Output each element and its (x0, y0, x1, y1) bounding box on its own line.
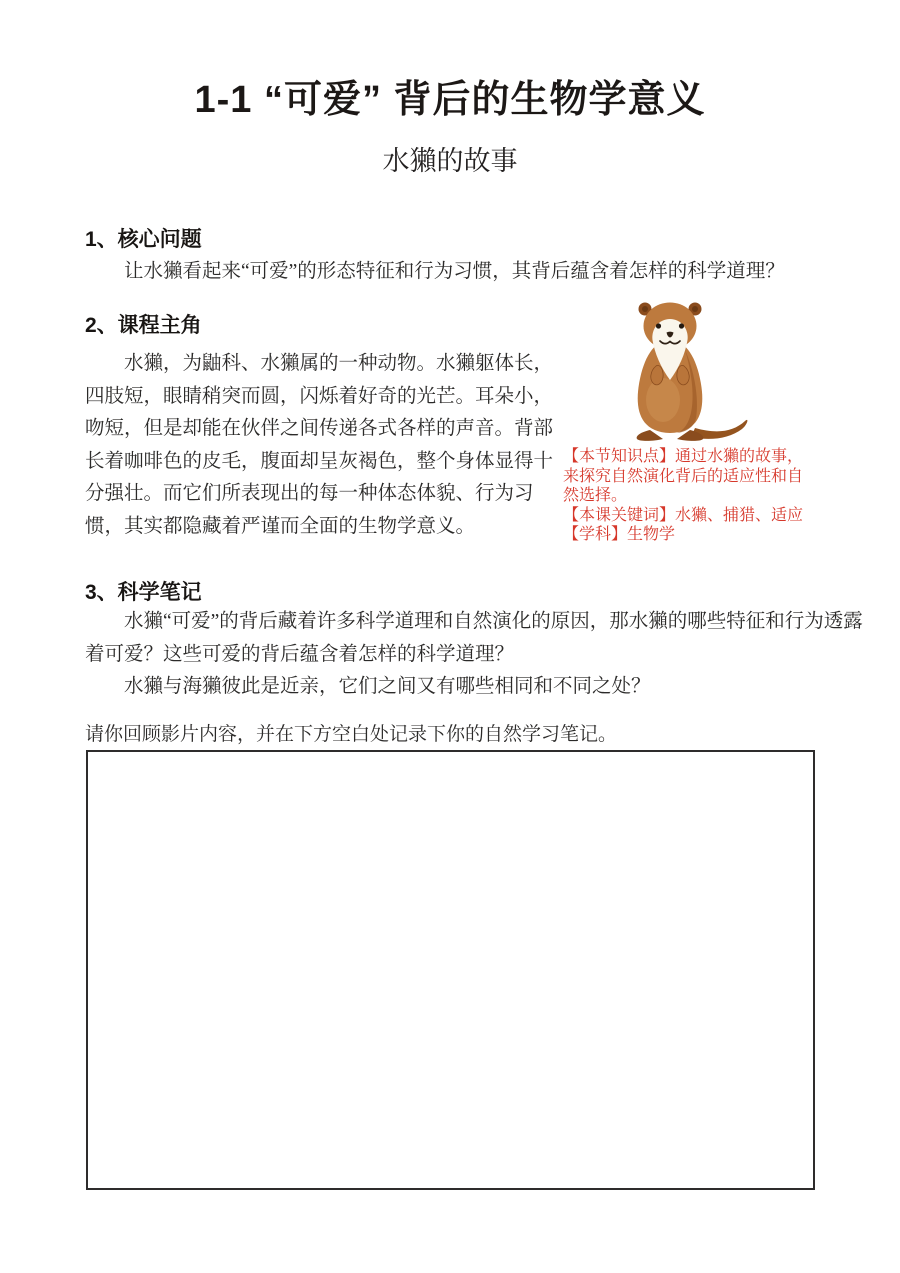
page-subtitle: 水獺的故事 (382, 146, 518, 176)
callout-keywords: 【本课关键词】水獺、捕猎、适应 (563, 506, 804, 524)
section-science-notes-body-1: 水獺“可爱”的背后藏着许多科学道理和自然演化的原因，那水獺的哪些特征和行为透露着可爱？这些可爱的背后蕴含着怎样的科学道理？ (85, 611, 863, 665)
section-core-question (85, 227, 837, 289)
knowledge-callout (563, 447, 815, 545)
right-sidebar (563, 300, 821, 545)
page-title: 1-1 “可爱” 背后的生物学意义 (194, 79, 706, 121)
callout-subject: 【学科】生物学 (563, 526, 676, 543)
section-core-question-body: 让水獺看起来“可爱”的形态特征和行为习惯，其背后蕴含着怎样的科学道理？ (124, 261, 785, 282)
otter-icon (625, 300, 750, 445)
notes-instruction: 请你回顾影片内容，并在下方空白处记录下你的自然学习笔记。 (85, 724, 618, 745)
otter-illustration (625, 300, 750, 445)
section-science-notes-body-2: 水獺与海獺彼此是近亲，它们之间又有哪些相同和不同之处？ (124, 676, 651, 697)
section-protagonist-body: 水獺，为鼬科、水獺属的一种动物。水獺躯体长，四肢短，眼睛稍突而圆，闪烁着好奇的光芒。耳朵小，吻短，但是却能在伙伴之间传递各式各样的声音。背部长着咖啡色的皮毛，腹面却呈灰褐色，整个身体显得十分强壮。而它们所表现出的每一种体态体貌、行为习惯，其实都隐藏着严谨而全面的生物学意义。 (85, 353, 554, 537)
section-core-question-heading: 1、核心问题 (85, 228, 202, 251)
section-protagonist-heading: 2、课程主角 (85, 314, 202, 337)
notes-writing-box (86, 750, 815, 1190)
section-science-notes-heading: 3、科学笔记 (85, 581, 202, 604)
callout-knowledge-point: 【本节知识点】通过水獺的故事，来探究自然演化背后的适应性和自然选择。 (563, 448, 804, 504)
section-science-notes (85, 580, 871, 704)
section-protagonist (85, 313, 555, 543)
